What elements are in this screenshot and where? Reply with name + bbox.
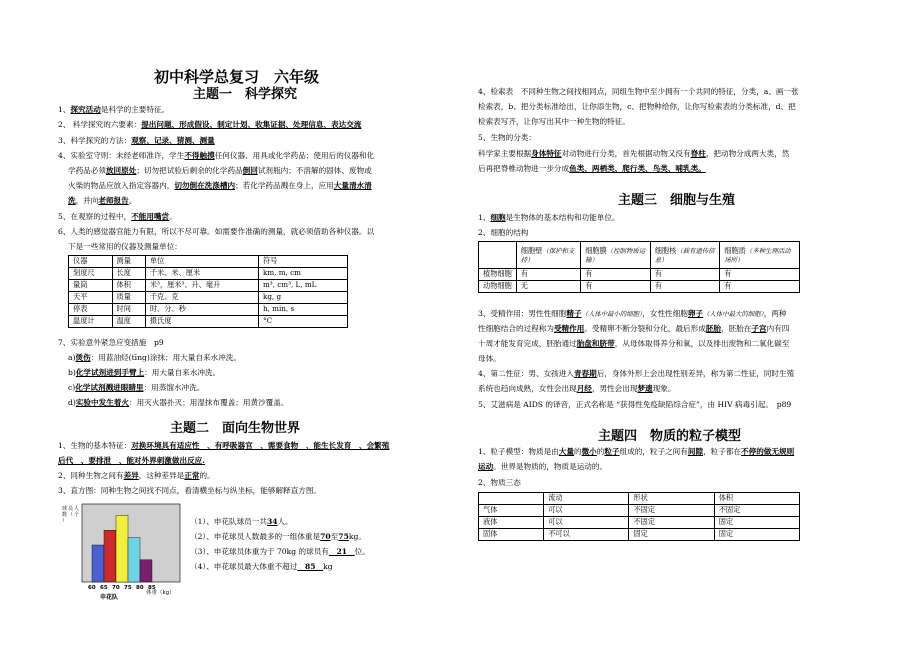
theme3-item1: 1、细胞是生物体的基本结构和功能单位。: [478, 213, 620, 222]
theme4-heading: 主题四 物质的粒子模型: [598, 429, 742, 444]
table-cell: 摄氏度: [145, 316, 258, 328]
theme1-item5: 5、在观察的过程中，不能用嘴尝。: [58, 212, 177, 221]
table-row: [69, 304, 348, 316]
table-header-cell: 单位: [145, 256, 258, 268]
theme3-item3-line2: 性细胞结合的过程称为受精作用。受精卵不断分裂和分化，最后形成胚胎，胚胎在子宫内有四: [478, 324, 790, 333]
accident-d: d)实验中发生着火：用灭火器扑灭；用湿抹布覆盖；用黄沙覆盖。: [68, 398, 289, 407]
x-tick-label: 60: [88, 585, 96, 591]
cell-part-function: （多种生理活动场所）: [724, 246, 791, 264]
table-cell: 可以: [544, 517, 629, 529]
x-tick-label: 85: [148, 585, 156, 591]
table-header-cell: 测量: [112, 256, 145, 268]
table-header-cell: [479, 493, 544, 505]
theme1-item2: 2、 科学探究的六要素：提出问题、形成假设、制定计划、收集证据、处理信息、表达交流: [58, 120, 362, 129]
key-item4-line1: 4、检索表 不同种生物之间找相同点，同组生物中至少拥有一个共同的特征，分类，a、画一张: [478, 87, 799, 96]
table-cell: 不可以: [544, 529, 629, 541]
theme2-item3: 3、直方图：同种生物之间找不同点，看清横坐标与纵坐标，能够解释直方图。: [58, 486, 322, 495]
document-title: 初中科学总复习 六年级: [154, 68, 320, 86]
table-header-cell: [720, 242, 800, 269]
table-cell: h, min, s: [258, 304, 347, 316]
table-cell: 固定: [629, 529, 714, 541]
x-tick-label: 70: [112, 585, 120, 591]
accident-c: c)化学试剂溅进眼睛里：用蒸馏水冲洗。: [68, 383, 205, 392]
hist-question-1: （1）、申花队球员一共34人。: [190, 517, 293, 526]
table-cell: 固定: [714, 529, 799, 541]
table-cell: 动物细胞: [479, 281, 517, 293]
table-cell: 不固定: [629, 505, 714, 517]
theme3-item2: 2、细胞的结构: [478, 228, 529, 237]
hist-question-2: （2）、申花球员人数最多的一组体重是70至75kg。: [190, 532, 366, 541]
table-header-cell: 流动: [544, 493, 629, 505]
key-item4-line2: 检索表，b、把分类标准给出，让你添生物，c、把物种给你，让你写检索表的分类标准，d、把: [478, 102, 796, 111]
cell-structure-table: [478, 241, 800, 293]
theme3-heading: 主题三 细胞与生殖: [618, 193, 736, 208]
table-cell: 天平: [69, 292, 113, 304]
weight-histogram: [60, 502, 184, 602]
theme1-item1: 1、探究活动是科学的主要特征。: [58, 105, 170, 114]
histogram-bar: [104, 530, 116, 582]
table-row: [69, 268, 348, 280]
table-cell: 有: [650, 281, 720, 293]
table-row: [69, 316, 348, 328]
x-tick-label: 75: [124, 585, 132, 591]
theme1-item4-line1: 4、实验室守则：未经老师准许，学生不得触摸任何仪器、用具或化学药品；使用后的仪器和化: [58, 151, 375, 160]
table-header-cell: [516, 242, 580, 269]
table-cell: 米³，厘米³、升、毫升: [145, 280, 258, 292]
theme3-item3-line4: 母体。: [478, 354, 501, 363]
theme4-item1-line2: 运动。世界是物质的，物质是运动的。: [478, 462, 608, 471]
key-item5-line2: 后再把脊椎动物进一步分成鱼类、两栖类、爬行类、鸟类、哺乳类。: [478, 164, 706, 173]
table-cell: kg, g: [258, 292, 347, 304]
theme1-item4-line3: 火柴的物品应放入指定容器内，切勿倒在洗涤槽内；若化学药品溅在身上，应用大量清水清: [68, 181, 372, 190]
table-cell: 时、分、秒: [145, 304, 258, 316]
table-cell: 量筒: [69, 280, 113, 292]
cell-part-name: 细胞质: [724, 245, 746, 255]
theme3-item4-line1: 4、第二性征：男、女孩进入青春期后，身体外形上会出现性别差异，称为第二性征，同时生殖: [478, 369, 795, 378]
table-header-row: [479, 493, 800, 505]
cell-part-name: 细胞核: [654, 245, 677, 255]
table-cell: 有: [650, 269, 720, 281]
theme1-item6-line2: 下是一些常用的仪器及测量单位：: [68, 242, 182, 251]
theme2-item1-line1: 1、生物的基本特征：对换环境具有适应性 、有呼吸器官 、需要食物 、能生长发育 、会繁殖: [58, 441, 390, 450]
theme3-item3-line3: 十周才能发育完成，胚胎通过胎盘和脐带，从母体取得养分和氧，以及排出废物和二氧化碳至: [478, 339, 790, 348]
table-cell: 不固定: [629, 517, 714, 529]
cell-part-name: 细胞膜: [585, 245, 607, 255]
theme1-item7: 7、实验意外紧急应变措施 p9: [58, 338, 164, 347]
theme2-item2: 2、同种生物之间有差异，这种差异是正常的。: [58, 471, 215, 480]
table-cell: 气体: [479, 505, 544, 517]
table-header-cell: [581, 242, 651, 269]
table-cell: 有: [516, 269, 580, 281]
cell-part-function: （保护和支持）: [520, 246, 575, 264]
table-cell: 有: [581, 269, 651, 281]
table-header-cell: 符号: [258, 256, 347, 268]
table-cell: 植物细胞: [479, 269, 517, 281]
histogram-bar: [128, 538, 140, 582]
table-cell: 体积: [112, 280, 145, 292]
table-header-cell: 形状: [629, 493, 714, 505]
theme1-item6-line1: 6、人类的感觉器官能力有限，所以不尽可靠。如需要作准确的测量，就必须借助各种仪器。以: [58, 227, 375, 236]
table-cell: 千克、克: [145, 292, 258, 304]
table-cell: 有: [720, 269, 800, 281]
theme3-item3-line1: 3、受精作用：男性性细胞精子（人体中最小的细胞），女性性细胞卵子（人体中最大的细胞），两种: [478, 309, 787, 318]
table-cell: 温度计: [69, 316, 113, 328]
theme1-item4-line2: 学药品必须放回原处；切勿把试验后剩余的化学药品倒回试剂瓶内；不溶解的固体、废物或: [68, 166, 372, 175]
table-cell: 时间: [112, 304, 145, 316]
theme3-item5: 5、艾滋病是 AIDS 的译音，正式名称是 “获得性免疫缺陷综合症”，由 HIV 病毒引起。 p89: [478, 400, 792, 409]
table-header-cell: [479, 242, 517, 269]
group-label: 申花队: [100, 594, 119, 601]
table-row: [69, 292, 348, 304]
theme1-heading: 主题一 科学探究: [193, 87, 298, 102]
table-cell: 可以: [544, 505, 629, 517]
table-header-cell: 仪器: [69, 256, 113, 268]
accident-a: a)烫伤：用蓝油烃(tīng)涂抹；用大量自来水冲洗。: [68, 353, 241, 362]
x-tick-label: 65: [100, 585, 108, 591]
table-cell: 液体: [479, 517, 544, 529]
table-cell: 温度: [112, 316, 145, 328]
table-cell: 长度: [112, 268, 145, 280]
cell-part-function: （载有遗传信息）: [654, 246, 715, 264]
table-row: [479, 269, 800, 281]
theme4-item1-line1: 1、粒子模型：物质是由大量的微小的粒子组成的，粒子之间有间隙，粒子都在不停的做无规则: [478, 447, 795, 456]
table-header-cell: [650, 242, 720, 269]
table-cell: 不固定: [714, 505, 799, 517]
table-cell: 固定: [714, 517, 799, 529]
table-cell: 有: [720, 281, 800, 293]
histogram-bar: [92, 545, 104, 582]
theme1-item3: 3、科学探究的方法：观察、记录、猜测、测量: [58, 136, 215, 145]
cell-part-name: 细胞壁: [520, 245, 543, 255]
theme4-item2: 2、物质三态: [478, 478, 521, 487]
table-row: [69, 280, 348, 292]
table-header-row: [479, 242, 800, 269]
table-cell: 刻度尺: [69, 268, 113, 280]
table-header-cell: 体积: [714, 493, 799, 505]
table-cell: 停表: [69, 304, 113, 316]
table-row: [479, 517, 800, 529]
key-item5-line1: 科学家主要根据身体特征对动物进行分类，首先根据动物又没有脊柱，把动物分成两大类，然: [478, 149, 790, 158]
x-axis-label: 体重（kg）: [146, 590, 175, 596]
table-cell: 有: [581, 281, 651, 293]
table-cell: °C: [258, 316, 347, 328]
table-row: [479, 505, 800, 517]
table-cell: km, m, cm: [258, 268, 347, 280]
table-row: [479, 281, 800, 293]
states-of-matter-table: [478, 492, 800, 541]
table-header-row: [69, 256, 348, 268]
histogram-bar: [116, 515, 128, 582]
instrument-table: [68, 255, 348, 328]
hist-question-3: （3）、申花球员体重为于 70kg 的球员有__21__位。: [190, 547, 370, 556]
theme2-item1-line2: 后代 、要排泄 、能对外界刺激做出反应.: [58, 456, 205, 465]
cell-part-function: （控制物质运输）: [585, 246, 646, 264]
hist-question-4: （4）、申花球员最大体重不超过__85__kg: [190, 562, 333, 571]
table-cell: 无: [516, 281, 580, 293]
key-item4-line3: 检索表写齐，让你写出其中一种生物的特征。: [478, 117, 630, 126]
theme2-heading: 主题二 面向生物世界: [170, 421, 301, 436]
table-cell: 固体: [479, 529, 544, 541]
accident-b: b)化学试剂进到手臂上：用大量自来水冲洗。: [68, 368, 221, 377]
theme3-item4-line2: 系统也趋向成熟，女性会出现月经，男性会出现梦遗现象。: [478, 384, 676, 393]
table-cell: m³, cm³, L, mL: [258, 280, 347, 292]
table-cell: 质量: [112, 292, 145, 304]
histogram-bar: [140, 560, 152, 582]
key-item5: 5、生物的分类：: [478, 133, 536, 142]
table-row: [479, 529, 800, 541]
table-cell: 千米、米、厘米: [145, 268, 258, 280]
x-tick-label: 80: [136, 585, 144, 591]
y-axis-label: 球员人数（个）: [62, 506, 80, 524]
theme1-item4-line4: 洗，并向老师报告。: [68, 196, 137, 205]
